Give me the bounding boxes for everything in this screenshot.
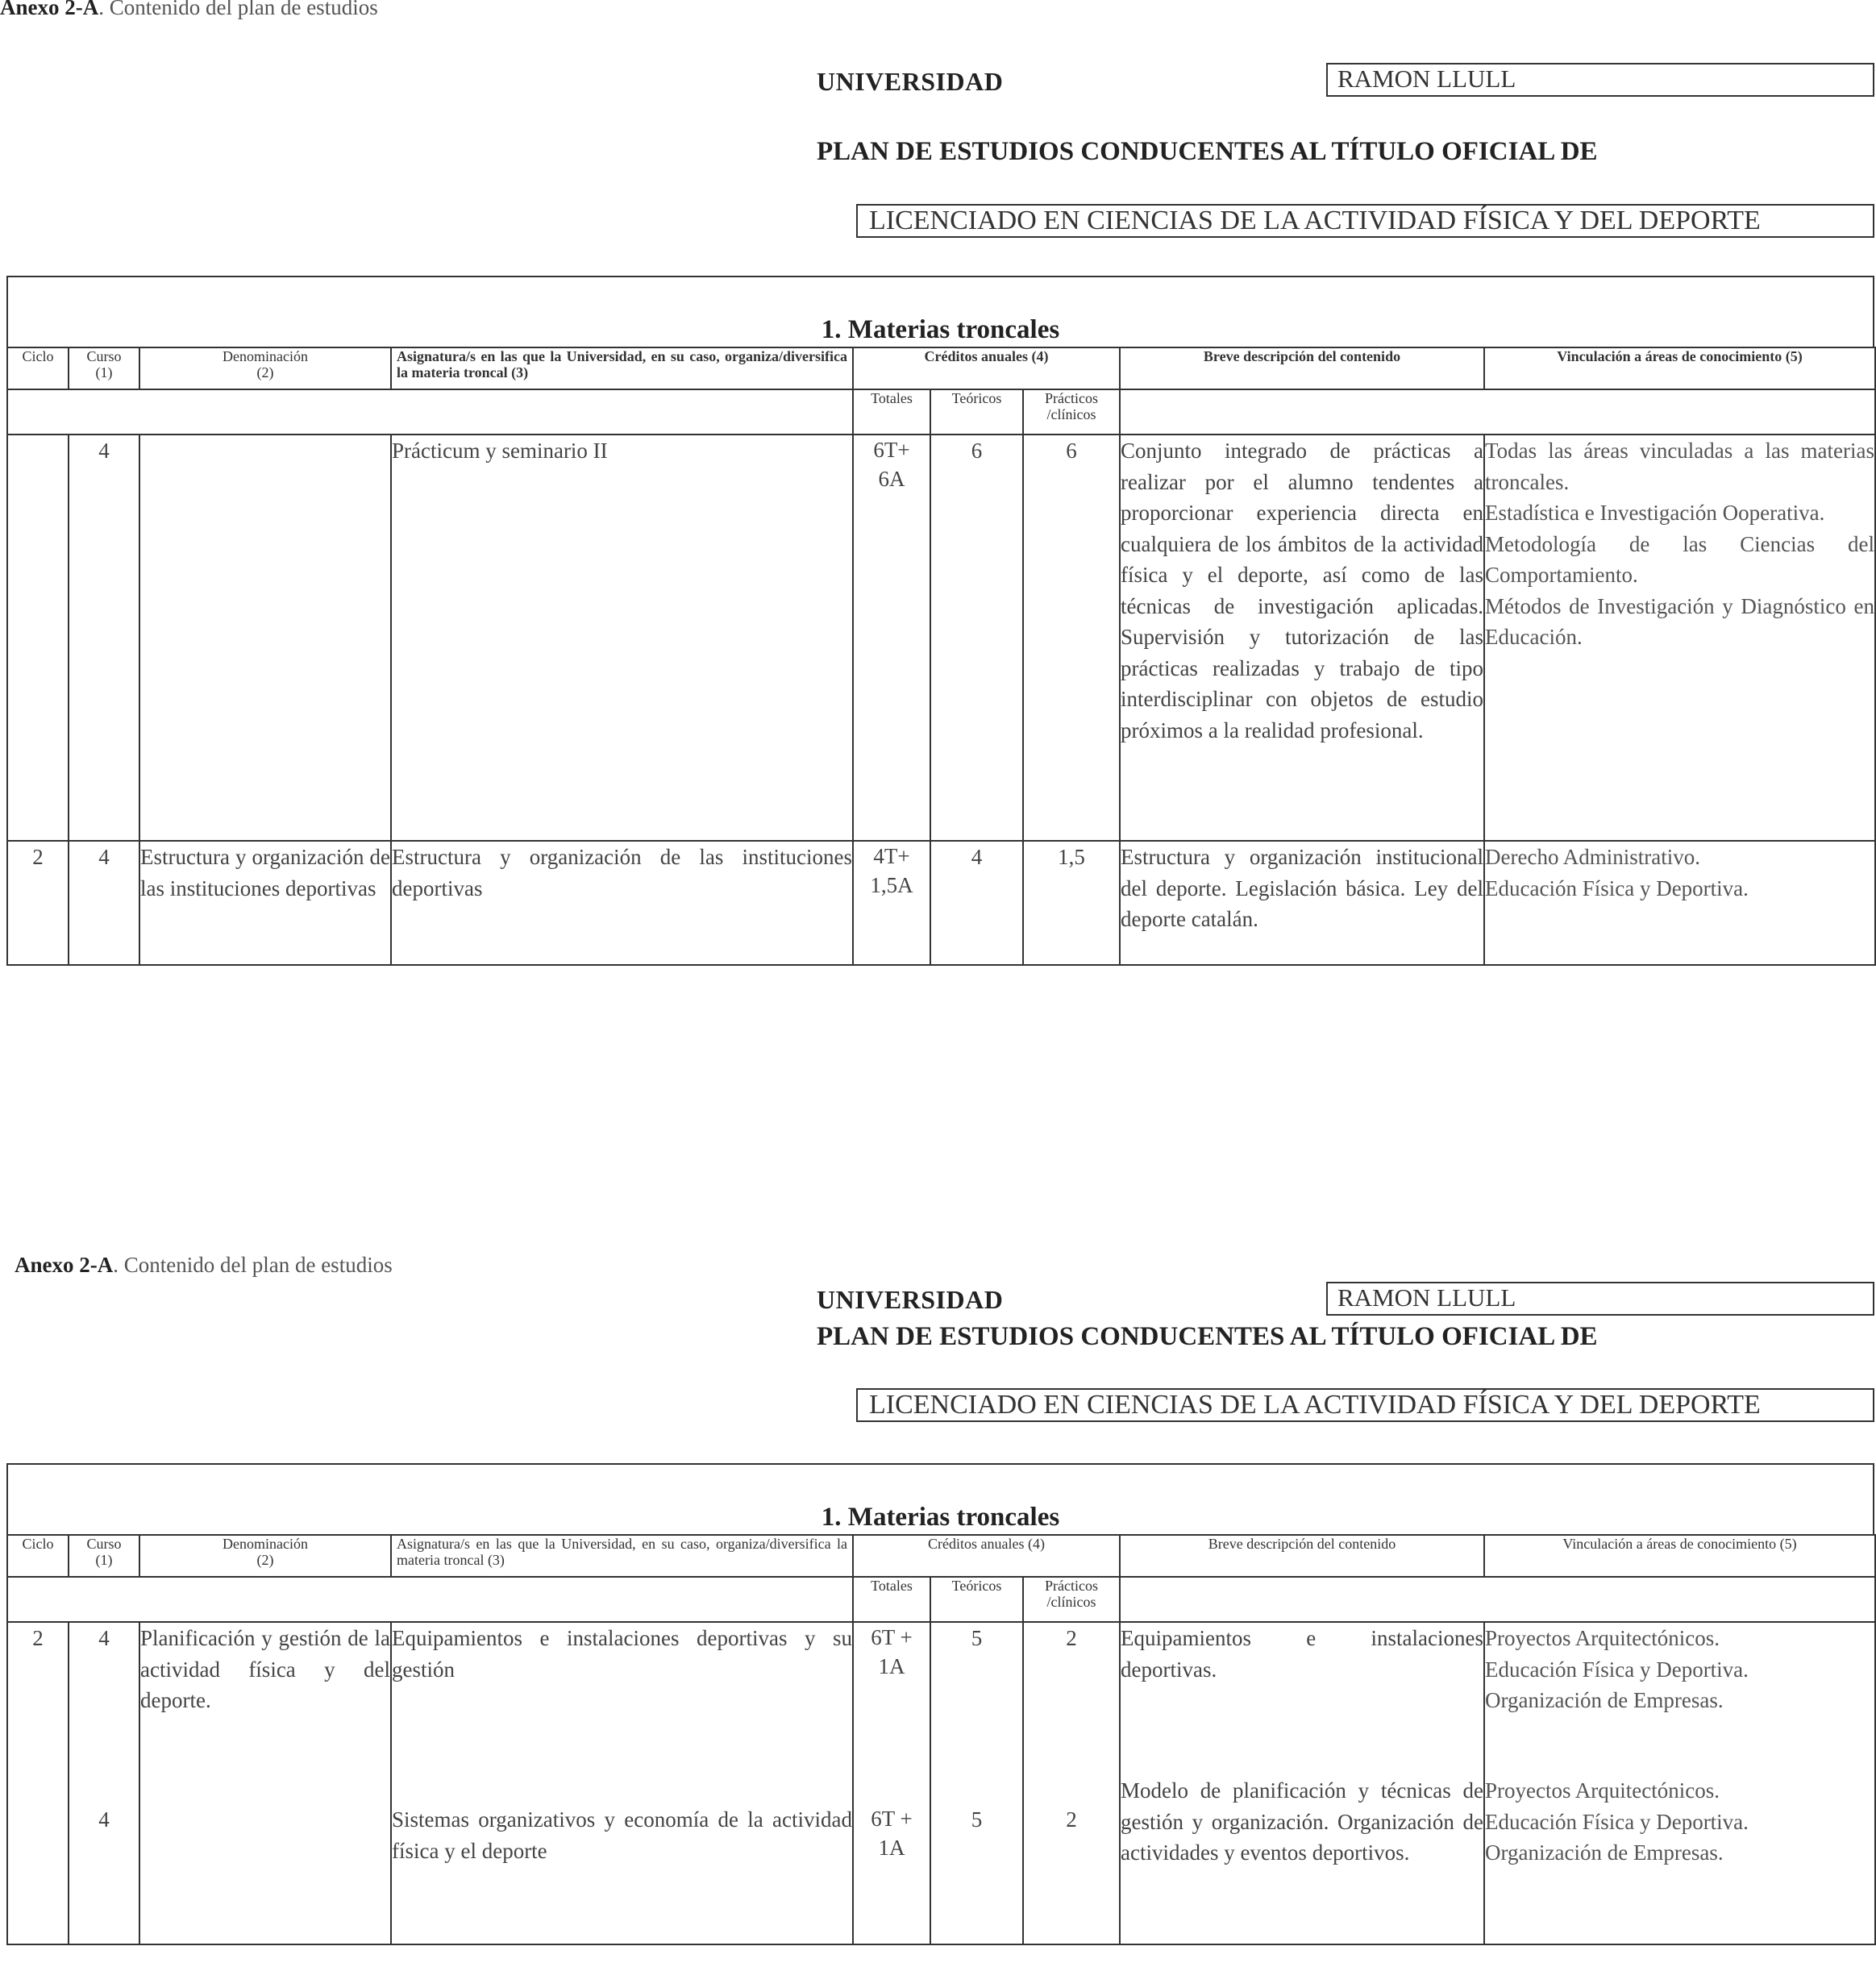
header-teoricos: Teóricos <box>930 389 1023 435</box>
university-name-box: RAMON LLULL <box>1326 63 1874 97</box>
table-row <box>7 435 1875 841</box>
cell-teoricos: 6 <box>930 435 1023 841</box>
header-denominacion: Denominación (2) <box>139 1535 391 1577</box>
header-creditos: Créditos anuales (4) <box>853 1535 1120 1577</box>
header-asignaturas: Asignatura/s en las que la Universidad, en su caso, organiza/diversifica la materia troncal (3) <box>391 347 853 389</box>
cell-descripcion: Modelo de planificación y técnicas de gestión y organización. Organización de actividades y eventos deportivos. <box>1120 1775 1484 1944</box>
header-denominacion: Denominación (2) <box>139 347 391 389</box>
header-teoricos: Teóricos <box>930 1577 1023 1622</box>
cell-curso: 4 <box>69 1775 139 1944</box>
annex-label: Anexo 2-A. Contenido del plan de estudios <box>0 0 378 19</box>
cell-totales: 6T + 1A <box>853 1775 930 1944</box>
cell-teoricos: 4 <box>930 841 1023 965</box>
cell-descripcion: Conjunto integrado de prácticas a realizar por el alumno tendentes a proporcionar experiencia directa en cualquiera de los ámbitos de la actividad física y el deporte, así como de las técnicas de investigación aplicadas. Supervisión y tutorización de las prácticas realizadas y trabajo de tipo interdisciplinar con objetos de estudio próximos a la realidad profesional. <box>1120 435 1484 841</box>
university-name-box: RAMON LLULL <box>1326 1282 1874 1316</box>
university-label: UNIVERSIDAD <box>817 1285 1004 1314</box>
cell-ciclo <box>7 1775 69 1944</box>
header-practicos: Prácticos /clínicos <box>1023 1577 1120 1622</box>
header-spacer <box>7 1577 853 1622</box>
degree-title-box: LICENCIADO EN CIENCIAS DE LA ACTIVIDAD FÍSICA Y DEL DEPORTE <box>856 204 1874 238</box>
table-row <box>7 841 1875 965</box>
cell-asignatura: Sistemas organizativos y economía de la actividad física y el deporte <box>391 1775 853 1944</box>
header-descripcion: Breve descripción del contenido <box>1120 347 1484 389</box>
table-row <box>7 1622 1875 1775</box>
subjects-table <box>6 1534 1876 1945</box>
cell-practicos: 6 <box>1023 435 1120 841</box>
header-ciclo: Ciclo <box>7 1535 69 1577</box>
cell-ciclo: 2 <box>7 1622 69 1775</box>
header-curso: Curso (1) <box>69 347 139 389</box>
cell-descripcion: Estructura y organización institucional del deporte. Legislación básica. Ley del deporte catalán. <box>1120 841 1484 965</box>
cell-asignatura: Prácticum y seminario II <box>391 435 853 841</box>
cell-vinculacion: Derecho Administrativo. Educación Física y Deportiva. <box>1484 841 1875 965</box>
header-spacer <box>7 389 853 435</box>
header-spacer <box>1120 1577 1875 1622</box>
cell-denominacion <box>139 435 391 841</box>
cell-curso: 4 <box>69 435 139 841</box>
section-title: 1. Materias troncales <box>821 315 1060 344</box>
cell-vinculacion: Proyectos Arquitectónicos. Educación Física y Deportiva. Organización de Empresas. <box>1484 1622 1875 1775</box>
cell-ciclo <box>7 435 69 841</box>
cell-practicos: 1,5 <box>1023 841 1120 965</box>
cell-totales: 6T+ 6A <box>853 435 930 841</box>
table-row <box>7 1775 1875 1944</box>
header-totales: Totales <box>853 389 930 435</box>
cell-vinculacion: Todas las áreas vinculadas a las materias troncales. Estadística e Investigación Ooperativa. Metodología de las Ciencias del Comportamiento. Métodos de Investigación y Diagnóstico en Educación. <box>1484 435 1875 841</box>
plan-heading: PLAN DE ESTUDIOS CONDUCENTES AL TÍTULO OFICIAL DE <box>817 137 1598 166</box>
cell-totales: 6T + 1A <box>853 1622 930 1775</box>
header-practicos: Prácticos /clínicos <box>1023 389 1120 435</box>
cell-curso: 4 <box>69 841 139 965</box>
cell-curso: 4 <box>69 1622 139 1775</box>
section-title: 1. Materias troncales <box>821 1503 1060 1532</box>
header-curso: Curso (1) <box>69 1535 139 1577</box>
header-totales: Totales <box>853 1577 930 1622</box>
cell-practicos: 2 <box>1023 1775 1120 1944</box>
header-vinculacion: Vinculación a áreas de conocimiento (5) <box>1484 347 1875 389</box>
cell-asignatura: Equipamientos e instalaciones deportivas y su gestión <box>391 1622 853 1775</box>
header-descripcion: Breve descripción del contenido <box>1120 1535 1484 1577</box>
cell-denominacion <box>139 1775 391 1944</box>
annex-label: Anexo 2-A. Contenido del plan de estudios <box>15 1253 393 1277</box>
header-ciclo: Ciclo <box>7 347 69 389</box>
subjects-table <box>6 347 1876 966</box>
cell-practicos: 2 <box>1023 1622 1120 1775</box>
header-asignaturas: Asignatura/s en las que la Universidad, en su caso, organiza/diversifica la materia troncal (3) <box>391 1535 853 1577</box>
cell-denominacion: Estructura y organización de las instituciones deportivas <box>139 841 391 965</box>
plan-heading: PLAN DE ESTUDIOS CONDUCENTES AL TÍTULO OFICIAL DE <box>817 1322 1598 1351</box>
cell-asignatura: Estructura y organización de las instituciones deportivas <box>391 841 853 965</box>
cell-teoricos: 5 <box>930 1622 1023 1775</box>
cell-vinculacion: Proyectos Arquitectónicos. Educación Física y Deportiva. Organización de Empresas. <box>1484 1775 1875 1944</box>
cell-descripcion: Equipamientos e instalaciones deportivas. <box>1120 1622 1484 1775</box>
header-vinculacion: Vinculación a áreas de conocimiento (5) <box>1484 1535 1875 1577</box>
university-label: UNIVERSIDAD <box>817 67 1004 96</box>
header-creditos: Créditos anuales (4) <box>853 347 1120 389</box>
header-spacer <box>1120 389 1875 435</box>
cell-totales: 4T+ 1,5A <box>853 841 930 965</box>
cell-teoricos: 5 <box>930 1775 1023 1944</box>
degree-title-box: LICENCIADO EN CIENCIAS DE LA ACTIVIDAD FÍSICA Y DEL DEPORTE <box>856 1388 1874 1422</box>
cell-denominacion: Planificación y gestión de la actividad física y del deporte. <box>139 1622 391 1775</box>
cell-ciclo: 2 <box>7 841 69 965</box>
